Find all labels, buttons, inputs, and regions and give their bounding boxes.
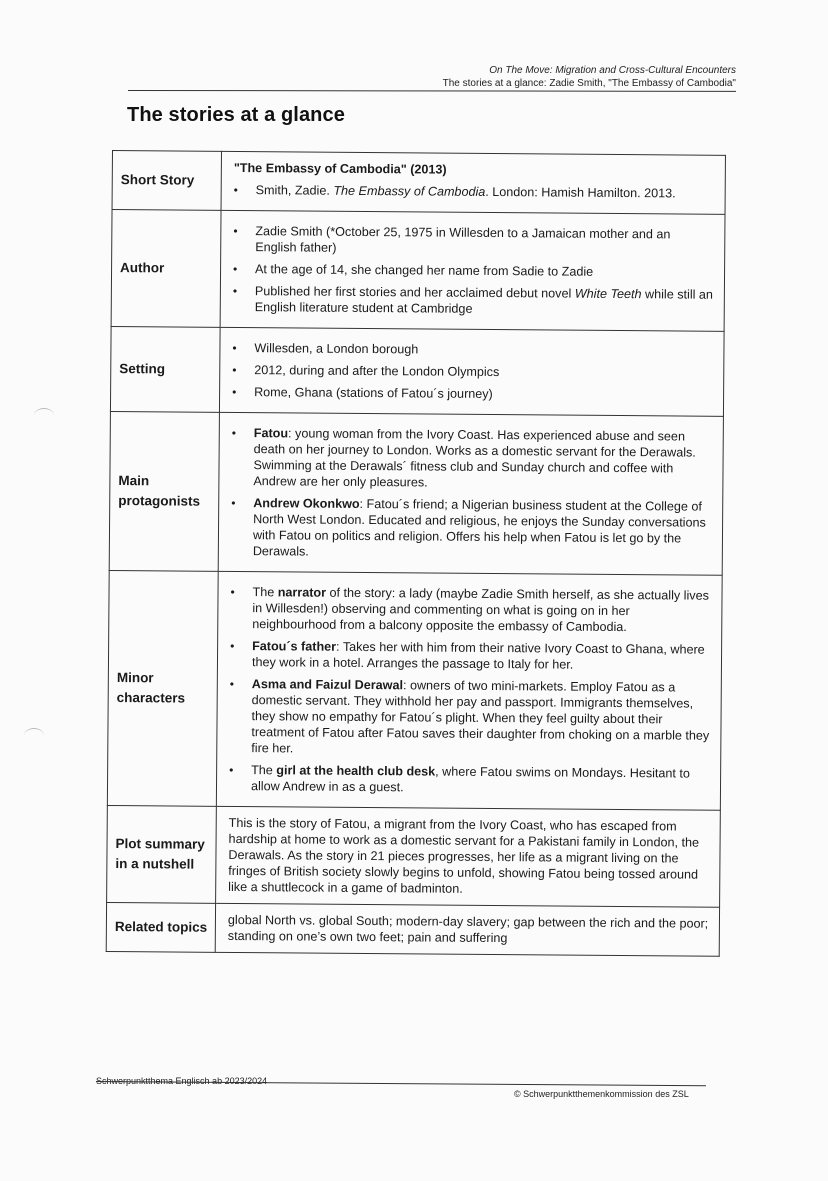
label-author: Author bbox=[111, 210, 221, 328]
row-plot-summary bbox=[107, 805, 721, 907]
list-item bbox=[230, 584, 711, 636]
row-related-topics bbox=[106, 902, 719, 956]
character-description: : Fatou´s friend; a Nigerian business student at the College of North West London. Educated and religious, he enjoys the Sunday conversations with Fatou on politics and religion. Offers his help when Fatou is let go by the Derawals. bbox=[252, 496, 706, 559]
author-list bbox=[233, 223, 715, 319]
punch-hole-mark bbox=[34, 408, 54, 423]
running-header bbox=[443, 64, 736, 90]
short-story-list bbox=[234, 182, 715, 202]
label-main-protagonists: Main protagonists bbox=[109, 411, 219, 571]
character-prefix: The bbox=[252, 585, 278, 600]
cell-main-protagonists bbox=[218, 412, 723, 575]
list-item bbox=[229, 762, 710, 798]
list-item: • Willesden, a London borough bbox=[232, 340, 713, 360]
minor-character-list bbox=[229, 584, 712, 798]
row-main-protagonists bbox=[109, 411, 723, 575]
character-description: : Takes her with him from their native Ivory Coast to Ghana, where they work in a hotel. Arranges the passage to Italy for her. bbox=[251, 639, 705, 672]
plot-summary-text: This is the story of Fatou, a migrant from the Ivory Coast, who has escaped from hardship at home to work as a domestic servant for a Pakistani family in London, the Derawals. As the story in 21 pieces progresses, her life as a migrant living on the fringes of British society slowly begins to unfold, showing Fatou being tossed around like a shuttlecock in a game of badminton. bbox=[228, 815, 700, 896]
list-item: • 2012, during and after the London Olympics bbox=[232, 362, 713, 382]
reference-title: The Embassy of Cambodia bbox=[333, 183, 486, 199]
story-title: "The Embassy of Cambodia" (2013) bbox=[233, 160, 447, 177]
related-topics-text: global North vs. global South; modern-day slavery; gap between the rich and the poor; standing on one’s own two feet; pain and suffering bbox=[227, 912, 709, 946]
cell-minor-characters bbox=[216, 571, 722, 810]
list-item: • Zadie Smith (*October 25, 1975 in Willesden to a Jamaican mother and an English father) bbox=[233, 223, 714, 259]
list-item bbox=[231, 495, 712, 563]
protagonist-list bbox=[231, 425, 713, 563]
header-section-title: The stories at a glance: Zadie Smith, "The Embassy of Cambodia" bbox=[442, 78, 736, 89]
label-plot-summary: Plot summary in a nutshell bbox=[107, 805, 217, 903]
character-name: Andrew Okonkwo bbox=[253, 496, 360, 511]
label-related-topics: Related topics bbox=[106, 902, 215, 952]
character-name: Fatou bbox=[253, 426, 289, 441]
footer-right: © Schwerpunktthemenkommission des ZSL bbox=[514, 1089, 689, 1099]
character-prefix: The bbox=[251, 763, 277, 778]
list-item bbox=[230, 638, 711, 674]
page-title: The stories at a glance bbox=[127, 104, 345, 126]
footer-left: Schwerpunktthema Englisch ab 2023/2024 bbox=[96, 1076, 268, 1086]
label-setting: Setting bbox=[110, 326, 220, 412]
header-series-title: On The Move: Migration and Cross-Cultural Encounters bbox=[489, 65, 736, 76]
punch-hole-mark bbox=[24, 728, 44, 743]
character-name: girl at the health club desk bbox=[276, 763, 436, 779]
label-minor-characters: Minor characters bbox=[107, 570, 218, 806]
cell-author bbox=[220, 210, 725, 331]
character-name: Fatou´s father bbox=[252, 639, 337, 654]
list-item: • Rome, Ghana (stations of Fatou´s journey) bbox=[232, 384, 713, 404]
list-item bbox=[229, 676, 711, 760]
cell-plot-summary bbox=[216, 806, 721, 907]
character-name: narrator bbox=[277, 585, 327, 600]
row-short-story bbox=[112, 151, 725, 215]
row-minor-characters bbox=[107, 570, 722, 810]
list-item: • At the age of 14, she changed her name from Sadie to Zadie bbox=[233, 261, 714, 281]
cell-setting bbox=[219, 327, 724, 416]
novel-title: White Teeth bbox=[574, 286, 642, 302]
row-setting bbox=[110, 326, 724, 416]
overview-table bbox=[106, 150, 726, 957]
header-rule bbox=[128, 90, 736, 92]
label-short-story: Short Story bbox=[112, 151, 221, 211]
cell-related-topics bbox=[215, 903, 719, 956]
cell-short-story bbox=[221, 151, 725, 214]
reference-publisher: . London: Hamish Hamilton. 2013. bbox=[485, 184, 676, 201]
list-item bbox=[234, 182, 715, 202]
character-description: , where Fatou swims on Mondays. Hesitant to allow Andrew in as a guest. bbox=[250, 764, 691, 795]
list-item bbox=[233, 283, 714, 319]
character-name: Asma and Faizul Derawal bbox=[251, 677, 404, 693]
row-author bbox=[111, 210, 725, 332]
author-fact-text: Published her first stories and her acclaimed debut novel bbox=[254, 284, 575, 301]
list-item bbox=[231, 425, 712, 493]
setting-list bbox=[232, 340, 713, 404]
character-description: of the story: a lady (maybe Zadie Smith herself, as she actually lives in Willesden!) observing and commenting on what is going on in her neighbourhood from a balcony opposite the embassy of Cambodia. bbox=[252, 585, 709, 635]
character-description: : owners of two mini-markets. Employ Fatou as a domestic servant. They withhold her pay and passport. Immigrants themselves, they show no empathy for Fatou´s plight. When they feel guilty about their treatment of Fatou after Fatou saves their daughter from choking on a marble they fire her. bbox=[251, 678, 710, 756]
character-description: : young woman from the Ivory Coast. Has experienced abuse and seen death on her journey to London. Works as a domestic servant for the Derawals. Swimming at the Derawals´ fitness club and Sunday church and coffee with Andrew are her only pleasures. bbox=[253, 426, 696, 490]
reference-author: Smith, Zadie. bbox=[255, 183, 334, 198]
author-fact-text: while still an English literature student at Cambridge bbox=[254, 287, 714, 316]
